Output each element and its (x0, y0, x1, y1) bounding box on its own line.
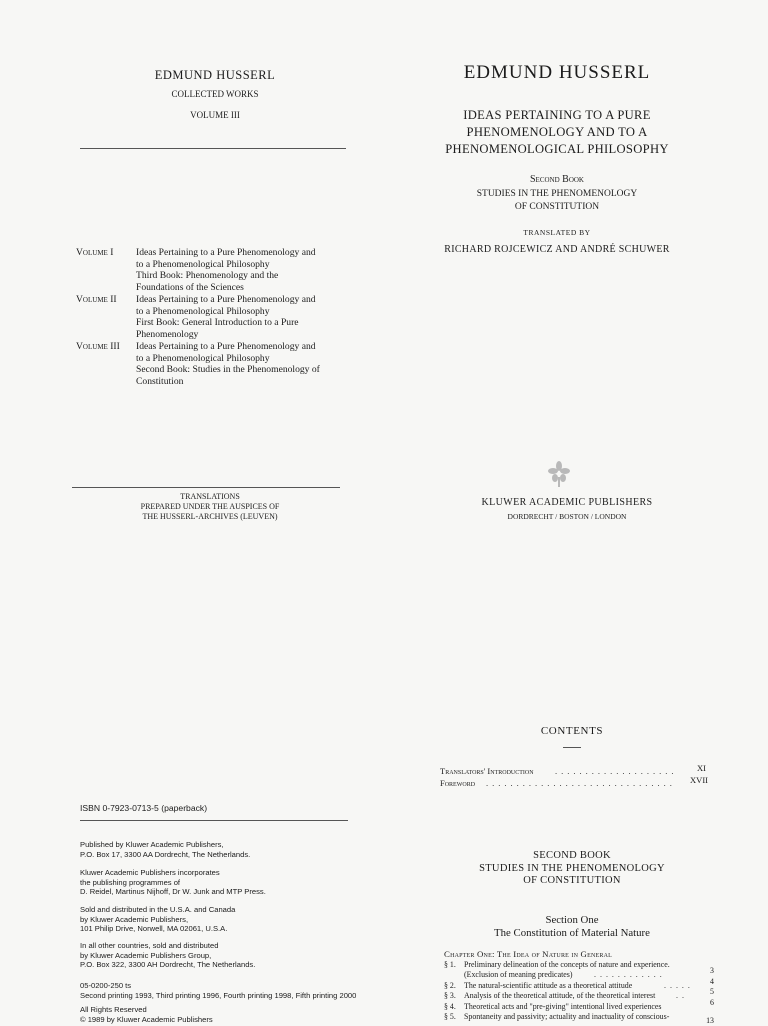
publisher-emblem-icon (547, 459, 571, 489)
imprint-line: All Rights Reserved (80, 1005, 147, 1014)
note-line: TRANSLATIONS (180, 492, 240, 501)
volume-description (136, 341, 356, 387)
volume-line: Phenomenology (136, 328, 199, 340)
toc-section-row (444, 966, 714, 980)
publisher-name: KLUWER ACADEMIC PUBLISHERS (481, 497, 653, 508)
volume-line: to a Phenomenological Philosophy (136, 352, 270, 364)
toc-section-text: Spontaneity and passivity; actuality and inactuality of conscious- (464, 1011, 670, 1021)
toc-section-number: § 2. (444, 980, 456, 990)
toc-section-row (444, 997, 714, 1012)
toc-leader: .​.​.​.​.​.​.​.​.​.​.​. (594, 970, 666, 980)
book-heading-line: OF CONSTITUTION (523, 875, 621, 886)
section-number: Section One (545, 914, 599, 926)
toc-label: Foreword (440, 778, 476, 788)
subtitle-line: OF CONSTITUTION (514, 202, 600, 212)
volume-description (136, 247, 356, 293)
toc-section-text: The natural-scientific attitude as a theoretical attitude (464, 980, 633, 990)
imprint-line: In all other countries, sold and distributed (80, 941, 219, 950)
imprint-line: by Kluwer Academic Publishers Group, (80, 950, 212, 960)
section-title: The Constitution of Material Nature (494, 927, 650, 939)
book-title (412, 107, 702, 158)
series-volume: VOLUME III (190, 110, 240, 120)
volume-line: Ideas Pertaining to a Pure Phenomenology and (136, 341, 316, 352)
toc-section-number: § 1. (444, 960, 456, 969)
rights-block (80, 1005, 213, 1024)
volume-line: to a Phenomenological Philosophy (136, 305, 270, 317)
published-block (80, 840, 250, 859)
series-author: EDMUND HUSSERL (154, 68, 276, 82)
printing-block (80, 981, 356, 1000)
imprint-line: D. Reidel, Martinus Nijhoff, Dr W. Junk and MTP Press. (80, 887, 266, 897)
title-line: PHENOMENOLOGY AND TO A (466, 125, 648, 139)
toc-section-row (444, 960, 714, 970)
isbn: ISBN 0-7923-0713-5 (paperback) (80, 803, 208, 813)
toc-entry (440, 763, 708, 776)
volume-line: Ideas Pertaining to a Pure Phenomenology and (136, 247, 316, 258)
publisher-cities: DORDRECHT / BOSTON / LONDON (507, 512, 627, 521)
imprint-line: Second printing 1993, Third printing 1996, Fourth printing 1998, Fifth printing 2000 (80, 990, 357, 1000)
translated-by: TRANSLATED BY (523, 228, 591, 237)
toc-section-number: § 3. (444, 991, 456, 1001)
translators: RICHARD ROJCEWICZ AND ANDRÉ SCHUWER (444, 244, 670, 255)
toc-sections (444, 960, 714, 1025)
toc-section-text: Theoretical acts and "pre-giving" intentional lived experiences (464, 1001, 662, 1011)
toc-page: 5 (710, 987, 714, 997)
imprint-line: P.O. Box 322, 3300 AH Dordrecht, The Netherlands. (80, 960, 256, 970)
toc-leader: .​.​.​.​. (664, 980, 694, 990)
divider-rule (80, 820, 348, 821)
imprint-line: © 1989 by Kluwer Academic Publishers (80, 1014, 213, 1024)
contents-heading: CONTENTS (540, 725, 604, 737)
toc-page: XI (697, 763, 706, 773)
toc-leader: .​. (676, 991, 688, 1001)
series-page (80, 68, 350, 120)
toc-page: 13 (706, 1015, 714, 1025)
toc-page: 4 (710, 976, 714, 986)
volume-label: Volume II (76, 294, 117, 305)
imprint-line: Sold and distributed in the U.S.A. and Canada (80, 905, 236, 914)
volume-line: Third Book: Phenomenology and the (136, 270, 279, 282)
toc-section-row (444, 1011, 714, 1025)
note-line: THE HUSSERL-ARCHIVES (LEUVEN) (142, 512, 278, 521)
divider-rule (563, 747, 581, 748)
imprint-line: P.O. Box 17, 3300 AA Dordrecht, The Netherlands. (80, 849, 251, 859)
toc-page: 3 (710, 966, 714, 976)
other-countries-block (80, 941, 255, 970)
divider-rule (72, 487, 340, 488)
section-heading (452, 914, 692, 940)
imprint-line: 05-0200-250 ts (80, 981, 132, 990)
volume-line: to a Phenomenological Philosophy (136, 258, 270, 270)
book-number: Second Book (529, 174, 584, 185)
volume-description (136, 294, 356, 340)
note-line: PREPARED UNDER THE AUSPICES OF (140, 502, 280, 511)
toc-leader: .​.​.​.​.​.​.​.​.​.​.​.​.​.​.​.​.​.​.​.​.​.​.​.​.​.​.​.​.​.​. (486, 778, 676, 788)
volume-label: Volume III (76, 341, 120, 352)
chapter-heading: Chapter One: The Idea of Nature in General (444, 949, 612, 959)
volume-line: Second Book: Studies in the Phenomenology of (136, 364, 320, 376)
toc-section-text: Analysis of the theoretical attitude, of the theoretical interest (464, 991, 656, 1001)
imprint-line: the publishing programmes of (80, 877, 181, 887)
toc-section-text: (Exclusion of meaning predicates) (464, 970, 573, 980)
imprint-line: Published by Kluwer Academic Publishers, (80, 840, 224, 849)
series-name: COLLECTED WORKS (171, 89, 259, 99)
toc-page: 6 (710, 997, 714, 1007)
toc-leader: .​.​.​.​.​.​.​.​.​.​.​.​.​.​.​.​.​.​.​. (555, 766, 678, 776)
divider-rule (80, 148, 346, 149)
toc-entry (440, 775, 708, 788)
imprint-line: by Kluwer Academic Publishers, (80, 914, 189, 924)
book-heading (452, 850, 692, 888)
toc-label: Translators' Introduction (440, 766, 534, 776)
title-author: EDMUND HUSSERL (463, 62, 651, 83)
imprint-line: 101 Philip Drive, Norwell, MA 02061, U.S.A. (80, 924, 228, 934)
volume-line: Ideas Pertaining to a Pure Phenomenology and (136, 294, 316, 305)
toc-section-row (444, 976, 714, 991)
title-line: PHENOMENOLOGICAL PHILOSOPHY (445, 142, 669, 156)
volume-line: Constitution (136, 375, 184, 387)
publisher-block (432, 497, 702, 521)
book-heading-line: SECOND BOOK (533, 850, 611, 861)
title-page (412, 62, 702, 255)
title-line: IDEAS PERTAINING TO A PURE (463, 108, 651, 122)
toc-section-row (444, 987, 714, 1001)
volume-line: First Book: General Introduction to a Pure (136, 317, 299, 329)
incorporates-block (80, 868, 266, 897)
book-subtitle (412, 188, 702, 214)
toc-section-number: § 5. (444, 1011, 456, 1021)
sold-us-block (80, 905, 235, 934)
toc-section-text: Preliminary delineation of the concepts of nature and experience. (464, 960, 670, 969)
imprint-line: Kluwer Academic Publishers incorporates (80, 868, 220, 877)
translations-note (80, 492, 340, 522)
toc-page: XVII (690, 775, 708, 785)
subtitle-line: STUDIES IN THE PHENOMENOLOGY (476, 189, 638, 199)
volume-label: Volume I (76, 247, 114, 258)
volume-line: Foundations of the Sciences (136, 281, 244, 293)
toc-section-number: § 4. (444, 1001, 456, 1011)
book-heading-line: STUDIES IN THE PHENOMENOLOGY (479, 862, 665, 874)
